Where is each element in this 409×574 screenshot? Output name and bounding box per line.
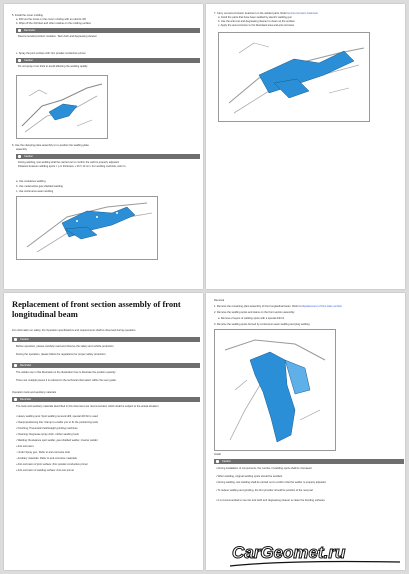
tool-item: • Finishing: Pneumatic belt/straight grinding machines <box>16 427 78 430</box>
reminder-text: Recommended product: isolation. Tack cloth and degreasing cleaner. <box>18 35 98 38</box>
step-5c: c. Spray the joint surface with zinc powder conductive primer <box>16 52 86 55</box>
figure-anti-corrosion <box>218 32 370 122</box>
caution-item: • During installation of components, the number of welding spots shall be increased <box>216 467 312 470</box>
caution-bar: Caution <box>214 459 404 464</box>
reminder-bar: Reminder <box>16 28 200 33</box>
reminder-item-2: There are multiple pieces it is referred to the technical information within the user guide. <box>16 379 117 382</box>
figure-cover-molding <box>16 75 108 139</box>
caution-text: Do not spray it too thick to avoid affecting the welding quality. <box>18 65 88 68</box>
info-icon <box>14 364 17 367</box>
watermark-text: CarGeomet.ru <box>232 543 346 562</box>
document-page-2 <box>206 4 405 289</box>
step-5a: a. Drill out the rivets on the cover molding with an electric drill <box>16 18 87 21</box>
intro-text: For information on safety, the Operation specifications and requirements shall be observed during operation. <box>12 329 137 332</box>
step-5b: b. Wipe off the drill dust and other residue on the molding surface <box>16 22 91 25</box>
figure-front-beam <box>214 329 336 451</box>
step-6-cont: assembly. <box>16 148 28 151</box>
warning-icon <box>18 155 21 158</box>
caution-bar: Caution <box>12 337 200 342</box>
step-7c: c. Apply the anti-corrosion to the illustrated area and anti-corrosive <box>218 24 295 27</box>
tool-item: • Welding: Resistance spot welder, gas shielded welder, inverter welder <box>16 439 98 442</box>
document-page-4 <box>206 293 405 570</box>
figure-welding-plate <box>16 196 158 260</box>
step-6: 6. Use the clamping plate assembly to re-position the welding plate <box>12 144 89 147</box>
caution-bar: Caution <box>16 58 200 63</box>
caution-item-1: Before operation, please carefully read and observe the safety and vehicle protection. <box>16 345 115 348</box>
cargeometry-watermark <box>226 540 404 568</box>
page-title: Replacement of front section assembly of front longitudinal beam <box>12 299 181 319</box>
warning-icon <box>216 460 219 463</box>
step-7b: b. Use the anti-rust and degreasing cleaner to clean up the surface <box>218 20 295 23</box>
section-heading: Operation tools and auxiliary materials <box>12 391 57 394</box>
info-icon <box>18 29 21 32</box>
tool-item: • Heavy welding spot: Spot welding removal drill, special drill bit is used <box>16 415 98 418</box>
caution-item: • When welding, original welding spots should be avoided. <box>216 475 283 478</box>
removal-step-2a: a. Remove 2 layers of welding spots with a special drill bit <box>218 317 285 320</box>
reminder-bar-2: Reminder <box>12 397 200 402</box>
step-5: 5. Install the cover molding <box>12 14 43 17</box>
tool-item: • Anti-corrosion: <box>16 445 35 448</box>
tool-item: ▪ Anti-corrosion of welding surface: Anti-rust primer <box>16 469 75 472</box>
document-page-1 <box>4 4 203 289</box>
install-heading: Install <box>214 453 221 456</box>
step-7a: a. Grind the parts that have been welded by electric welding gun <box>218 16 292 19</box>
caution-text-2b: Distance between welding spots = p in thickness + 20 ± 10 mm. For welding methods, refer to <box>18 165 126 168</box>
removal-step-2: 2. Remove the welding spots and stains on the front section assembly. <box>214 311 295 314</box>
info-icon <box>14 398 17 401</box>
warning-icon <box>18 59 21 62</box>
removal-step-3: 3. Remove the welding spots formed by continuous seam welding and plug welding <box>214 323 310 326</box>
reminder-bar: Reminder <box>12 363 200 368</box>
tool-item: ▪ Anti-corrosion of joint surface: Zinc powder conductive primer <box>16 463 88 466</box>
caution-item-2: During the operation, please follow the regulations for proper safety protection. <box>16 353 107 356</box>
caution-item: • It is recommended to use the tool cloth and degreasing cleaner to clean the bonding surfaces. <box>216 499 326 502</box>
caution-text-2a: During welding, test welding shall be carried out to confirm the weld is properly adjusted. <box>18 161 120 164</box>
step-6c: c. Use continuous seam welding <box>16 190 54 193</box>
step-6b: b. Use metal active gas shielded welding <box>16 185 63 188</box>
step-6a: a. Use resistance welding <box>16 180 46 183</box>
caution-item: • During welding, test welding shall be carried out to confirm that the welder is properly adjusted. <box>216 481 327 484</box>
reminder-item-1: The welder use in this illustration is the illustration how to illustrate the position quantity. <box>16 371 117 374</box>
reminder-text-2: The tools and auxiliary materials described in this document are recommended, which shall be subject to the actual situation. <box>16 405 160 408</box>
document-page-3 <box>4 293 203 570</box>
tool-item: • Clamp/positioning kits: Clamp to enable you to fix the positioning tools <box>16 421 98 424</box>
front-side-member-link[interactable]: Replacement of front side member <box>302 305 343 308</box>
caution-item: • To reduce welding and grinding, the first provider should be position of the new part <box>216 489 314 492</box>
removal-step-1: 1. Remove the remaining plant assembly of front longitudinal beam. Refer to Replacement of front side member <box>214 305 343 308</box>
anti-corrosion-link[interactable]: Anti-corrosion treatment <box>290 12 318 15</box>
caution-bar-2: Caution <box>16 154 200 159</box>
tool-item: • Cleaning: Degrease spray cloth, rubber sanding tools <box>16 433 79 436</box>
tool-item: ◦ Under Spray gun, Refer to anti-corrosive tools <box>16 451 71 454</box>
tool-item: ◦ Auxiliary materials: Refer to anti-corrosive materials <box>16 457 77 460</box>
removal-heading: Removal <box>214 299 225 302</box>
step-7: 7. Carry out anti-corrosion treatment on the welded parts. Refer to Anti-corrosion treatment <box>214 12 318 15</box>
warning-icon <box>14 338 17 341</box>
